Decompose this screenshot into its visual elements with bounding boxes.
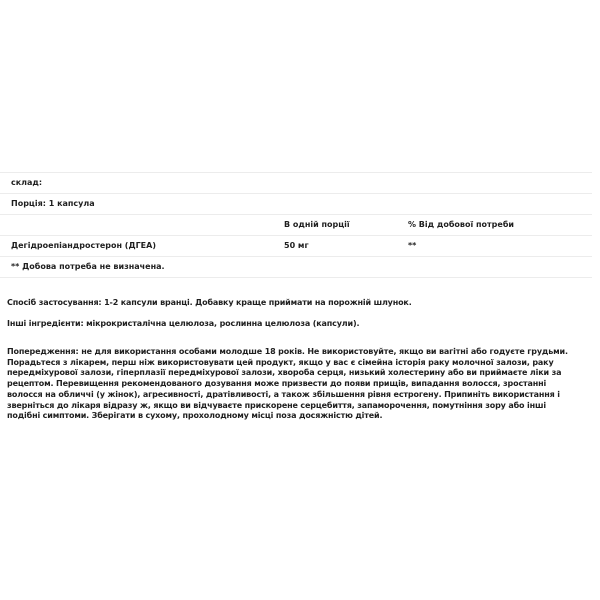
ingredient-amount: 50 мг (284, 241, 309, 250)
supplement-facts-table (0, 172, 592, 278)
ingredient-name: Дегідроепіандростерон (ДГЕА) (11, 241, 156, 250)
warning-line: волосся на обличчі (у жінок), агресивності, дратівливості, а також збільшення рівня естрогену. Припиніть використання і (7, 389, 560, 399)
footnote: ** Добова потреба не визначена. (11, 262, 165, 271)
serving-size-row (0, 194, 592, 215)
serving-size: Порція: 1 капсула (11, 199, 95, 208)
table-heading-row (0, 173, 592, 194)
column-header-amount: В одній порції (284, 220, 350, 229)
warning-line: рецептом. Перевищення рекомендованого дозування може призвести до появи прищів, випадання волосся, зростанні (7, 379, 547, 389)
warning-line: Попередження: не для використання особами молодше 18 років. Не використовуйте, якщо ви вагітні або годуєте грудьми. (7, 347, 568, 356)
table-header-row (0, 215, 592, 236)
table-heading: склад: (11, 178, 43, 187)
footnote-row (0, 257, 592, 278)
column-header-daily-value: % Від добової потреби (408, 220, 515, 229)
table-row (0, 236, 592, 257)
warning-line: зверніться до лікаря відразу ж, якщо ви відчуваєте прискорене серцебиття, запаморочення, помутніння зору або інші (7, 400, 546, 410)
other-ingredients: Інші інгредієнти: мікрокристалічна целюлоза, рослинна целюлоза (капсули). (7, 319, 360, 328)
ingredient-daily-value: ** (408, 241, 417, 250)
warning-line: Порадьтеся з лікарем, перш ніж використовувати цей продукт, якщо у вас є сімейна історія раку молочної залози, раку (7, 357, 554, 367)
warning-line: подібні симптоми. Зберігати в сухому, прохолодному місці поза досяжністю дітей. (7, 411, 383, 421)
usage-instructions: Спосіб застосування: 1-2 капсули вранці. Добавку краще приймати на порожній шлунок. (7, 298, 412, 307)
warning-text (7, 347, 597, 422)
warning-line: передміхурової залози, гіперплазії передміхурової залози, хвороба серця, низький холестерину або ви приймаєте ліки за (7, 368, 562, 378)
